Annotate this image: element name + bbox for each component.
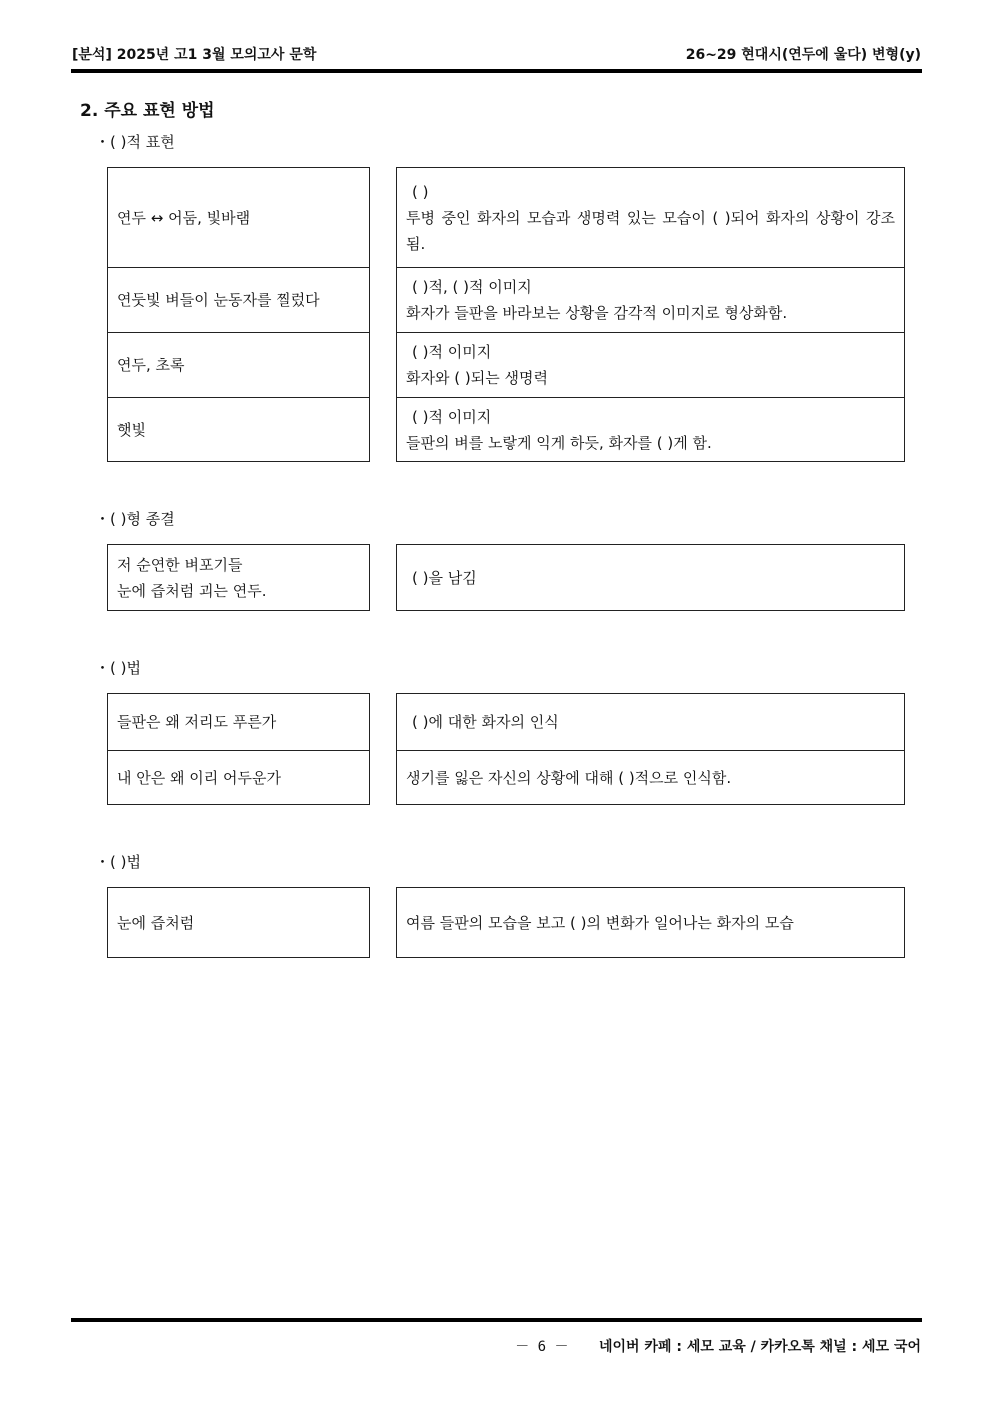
footer-divider	[71, 1318, 922, 1322]
page-footer	[515, 1336, 921, 1356]
table1-row3-left: 연두, 초록	[117, 356, 185, 374]
page-header	[72, 44, 921, 64]
header-divider	[71, 69, 922, 73]
table3-right-column	[396, 693, 905, 805]
bullet-method-2: ・( )법	[95, 853, 141, 871]
table1-right-cell	[397, 397, 904, 462]
table1-row3-blank: ( )적 이미지	[412, 343, 492, 361]
table1-row3-desc: 화자와 ( )되는 생명력	[406, 369, 548, 387]
table1-right-cell	[397, 267, 904, 332]
table1-row4-left: 햇빛	[117, 421, 146, 439]
bullet-ending: ・( )형 종결	[95, 510, 175, 528]
table4-right-cell	[397, 888, 904, 957]
table1-left-cell	[108, 168, 369, 267]
table2-right-cell	[397, 545, 904, 610]
table1-row4-desc: 들판의 벼를 노랗게 익게 하듯, 화자를 ( )게 함.	[406, 434, 712, 452]
table2-left-cell	[108, 545, 369, 610]
table1-right-cell	[397, 332, 904, 397]
table3-row2-left: 내 안은 왜 이리 어두운가	[117, 768, 281, 787]
section-title: 2. 주요 표현 방법	[80, 101, 215, 121]
table3-row1-desc: ( )에 대한 화자의 인식	[412, 713, 559, 731]
table1-row2-left: 연둣빛 벼들이 눈동자를 찔렀다	[117, 291, 320, 309]
bullet-expression: ・( )적 표현	[95, 133, 175, 151]
table1-row1-left: 연두 ↔ 어둠, 빛바램	[117, 208, 251, 227]
table1-row2-desc: 화자가 들판을 바라보는 상황을 감각적 이미지로 형상화함.	[406, 304, 788, 322]
footer-source: 네이버 카페 : 세모 교육 / 카카오톡 채널 : 세모 국어	[598, 1339, 921, 1355]
table3-right-cell	[397, 694, 904, 750]
table1-row1-blank: ( )	[412, 182, 429, 201]
table1-left-cell	[108, 267, 369, 332]
table1-left-column	[107, 167, 370, 462]
table1-right-column	[396, 167, 905, 462]
table1-row2-blank: ( )적, ( )적 이미지	[412, 278, 532, 296]
bullet-method-1: ・( )법	[95, 659, 141, 677]
table1-left-cell	[108, 397, 369, 462]
table4-left-cell	[108, 888, 369, 957]
table3-left-column	[107, 693, 370, 805]
page-number: － 6 －	[515, 1339, 569, 1355]
table1-row4-blank: ( )적 이미지	[412, 408, 492, 426]
table1-left-cell	[108, 332, 369, 397]
table4-right-column	[396, 887, 905, 958]
header-left-title: [분석] 2025년 고1 3월 모의고사 문학	[72, 47, 317, 63]
table3-left-cell	[108, 750, 369, 804]
table3-right-cell	[397, 750, 904, 804]
table3-left-cell	[108, 694, 369, 750]
table4-desc: 여름 들판의 모습을 보고 ( )의 변화가 일어나는 화자의 모습	[406, 913, 794, 932]
table1-right-cell	[397, 168, 904, 267]
table2-left-column	[107, 544, 370, 611]
table2-line1: 저 순연한 벼포기들	[117, 555, 243, 574]
table2-line2: 눈에 즙처럼 괴는 연두.	[117, 581, 267, 600]
table2-right-column	[396, 544, 905, 611]
table1-row1-desc: 투병 중인 화자의 모습과 생명력 있는 모습이 ( )되어 화자의 상황이 강조됨.	[406, 208, 895, 253]
table3-row1-left: 들판은 왜 저리도 푸른가	[117, 713, 277, 731]
table2-desc: ( )을 남김	[412, 568, 477, 587]
header-right-title: 26~29 현대시(연두에 울다) 변형(y)	[685, 47, 921, 63]
table3-row2-desc: 생기를 잃은 자신의 상황에 대해 ( )적으로 인식함.	[406, 768, 732, 787]
table4-left-column	[107, 887, 370, 958]
table4-left-text: 눈에 즙처럼	[117, 913, 195, 932]
